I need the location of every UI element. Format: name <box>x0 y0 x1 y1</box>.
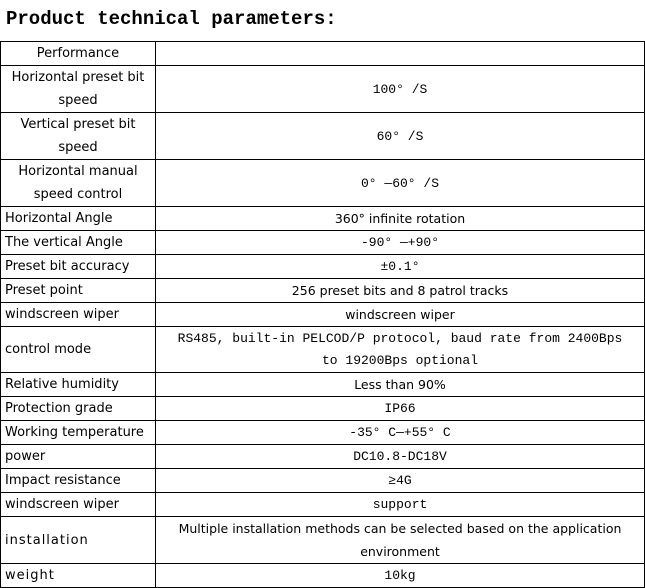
page-title: Product technical parameters: <box>6 8 337 30</box>
table-row <box>1 160 645 207</box>
parameter-value: 10kg <box>156 564 645 588</box>
table-row <box>1 421 645 445</box>
table-row <box>1 517 645 564</box>
table-row <box>1 493 645 517</box>
parameter-label: Preset bit accuracy <box>1 255 156 279</box>
parameter-label: Horizontal manual speed control <box>1 160 156 207</box>
parameter-label: installation <box>1 517 156 564</box>
parameter-value: ±0.1° <box>156 255 645 279</box>
parameter-label: Performance <box>1 42 156 66</box>
table-row <box>1 564 645 588</box>
table-row <box>1 469 645 493</box>
parameter-label: control mode <box>1 327 156 373</box>
parameter-label: Relative humidity <box>1 373 156 397</box>
parameter-value: 256 preset bits and 8 patrol tracks <box>156 279 645 303</box>
parameter-value: 60° /S <box>156 113 645 160</box>
parameter-label: Vertical preset bit speed <box>1 113 156 160</box>
parameter-label: Working temperature <box>1 421 156 445</box>
table-row <box>1 255 645 279</box>
table-row <box>1 373 645 397</box>
parameter-value: -90° —+90° <box>156 231 645 255</box>
parameter-label: Horizontal preset bit speed <box>1 66 156 113</box>
parameter-label: Horizontal Angle <box>1 207 156 231</box>
table-row <box>1 445 645 469</box>
parameter-label: Protection grade <box>1 397 156 421</box>
table-row <box>1 113 645 160</box>
parameter-value: ≥4G <box>156 469 645 493</box>
parameter-value <box>156 42 645 66</box>
parameter-label: windscreen wiper <box>1 303 156 327</box>
table-row <box>1 279 645 303</box>
technical-parameters-table <box>0 41 645 588</box>
parameter-label: Impact resistance <box>1 469 156 493</box>
parameter-value: Multiple installation methods can be selected based on the application environment <box>156 517 645 564</box>
parameter-value: support <box>156 493 645 517</box>
parameter-value: DC10.8-DC18V <box>156 445 645 469</box>
parameter-label: power <box>1 445 156 469</box>
table-row <box>1 303 645 327</box>
parameter-value: Less than 90% <box>156 373 645 397</box>
parameter-label: The vertical Angle <box>1 231 156 255</box>
table-row <box>1 397 645 421</box>
parameter-value: windscreen wiper <box>156 303 645 327</box>
parameter-value: 100° /S <box>156 66 645 113</box>
parameter-label: Preset point <box>1 279 156 303</box>
table-row <box>1 42 645 66</box>
table-row <box>1 207 645 231</box>
parameter-value: -35° C—+55° C <box>156 421 645 445</box>
parameter-label: windscreen wiper <box>1 493 156 517</box>
parameter-label: weight <box>1 564 156 588</box>
table-row <box>1 66 645 113</box>
table-row <box>1 327 645 373</box>
parameter-value: IP66 <box>156 397 645 421</box>
parameter-value: RS485, built-in PELCOD/P protocol, baud rate from 2400Bps to 19200Bps optional <box>156 327 645 373</box>
table-row <box>1 231 645 255</box>
parameter-value: 0° —60° /S <box>156 160 645 207</box>
parameter-value: 360° infinite rotation <box>156 207 645 231</box>
